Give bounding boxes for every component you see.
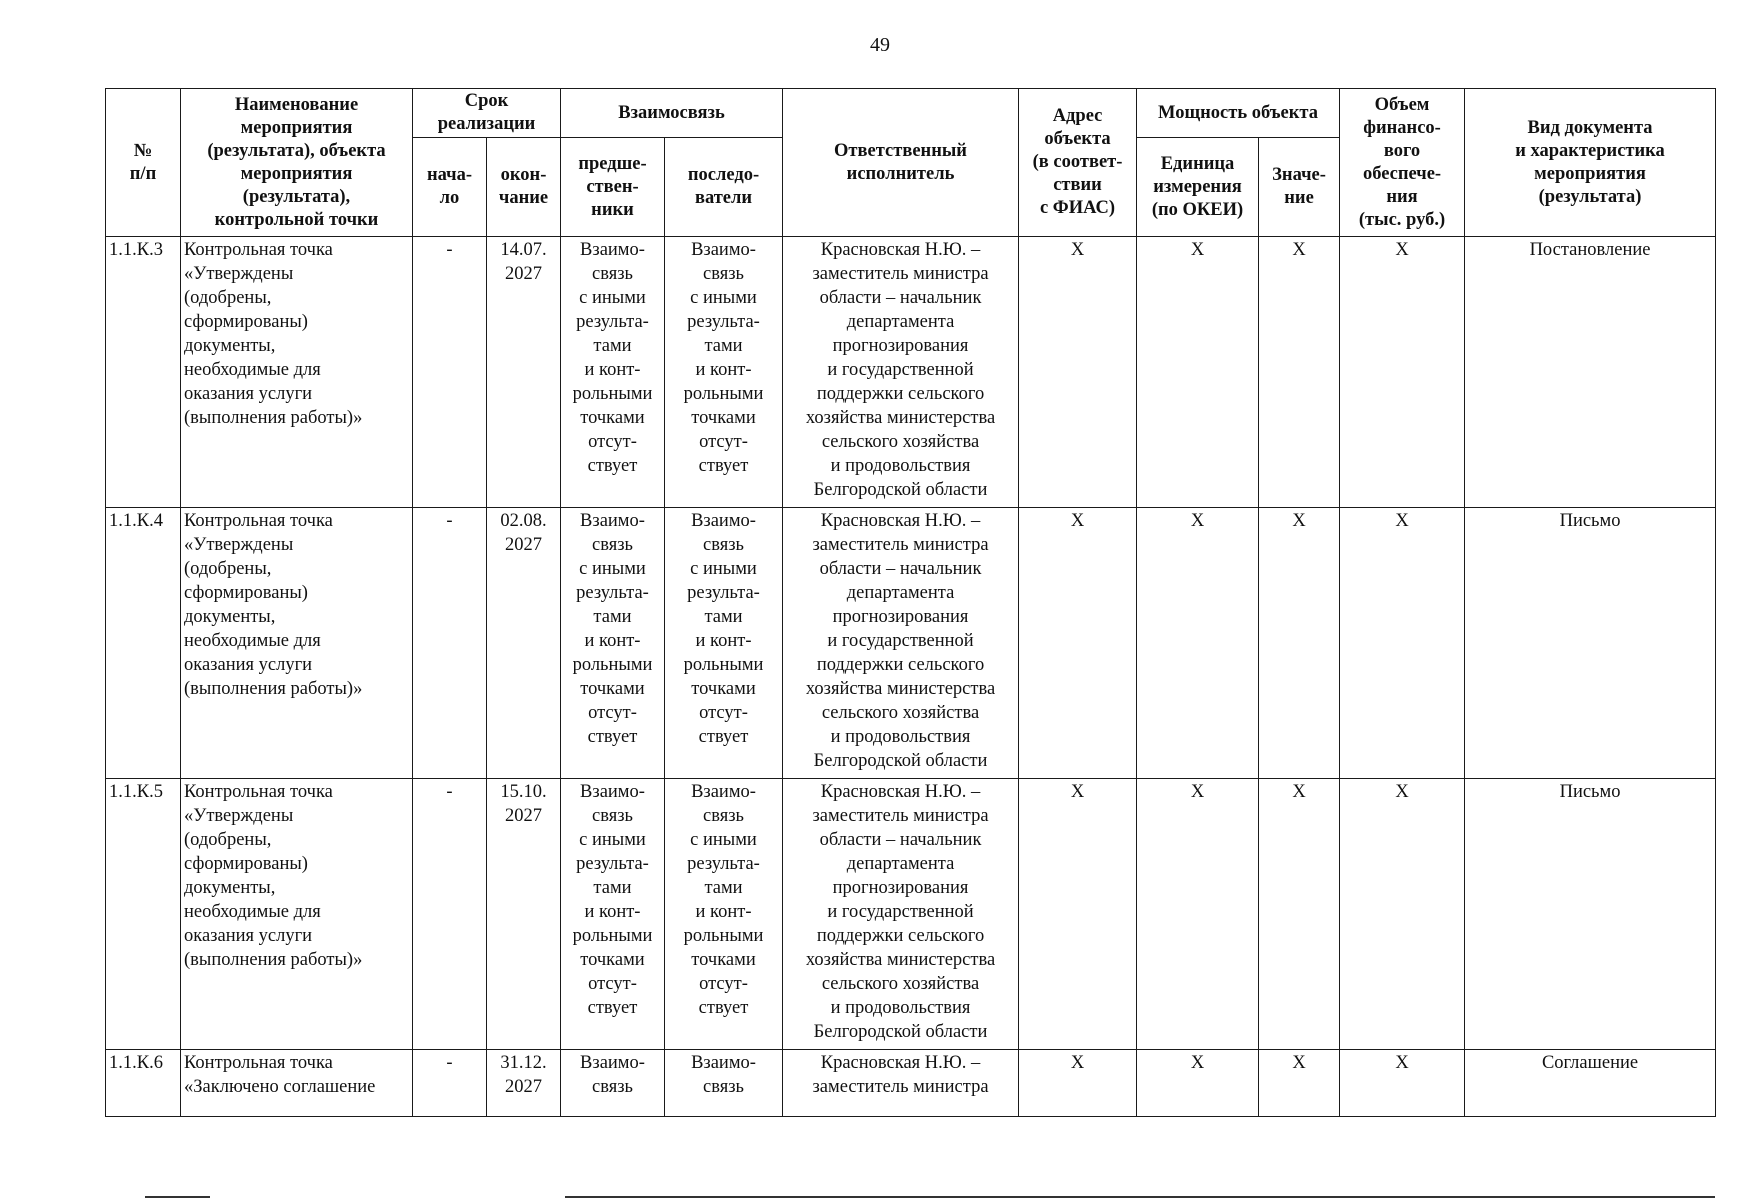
cell-successors: Взаимо- связь bbox=[665, 1050, 783, 1117]
cell-num: 1.1.К.6 bbox=[106, 1050, 181, 1117]
table-row bbox=[106, 779, 1716, 1050]
cell-unit: Х bbox=[1137, 779, 1259, 1050]
cell-predecessors: Взаимо- связь с иными результа- тами и конт- рольными точками отсут- ствует bbox=[561, 779, 665, 1050]
header-responsible: Ответственный исполнитель bbox=[783, 89, 1019, 237]
header-num: № п/п bbox=[106, 89, 181, 237]
cell-successors: Взаимо- связь с иными результа- тами и конт- рольными точками отсут- ствует bbox=[665, 508, 783, 779]
cell-address: Х bbox=[1019, 1050, 1137, 1117]
cell-successors: Взаимо- связь с иными результа- тами и конт- рольными точками отсут- ствует bbox=[665, 237, 783, 508]
cell-funding: Х bbox=[1340, 237, 1465, 508]
cell-doc-type: Письмо bbox=[1465, 779, 1716, 1050]
cell-name: Контрольная точка «Утверждены (одобрены, сформированы) документы, необходимые для оказания услуги (выполнения работы)» bbox=[181, 508, 413, 779]
cell-end: 14.07. 2027 bbox=[487, 237, 561, 508]
cell-start: - bbox=[413, 237, 487, 508]
cell-responsible: Красновская Н.Ю. – заместитель министра области – начальник департамента прогнозирования и государственной поддержки сельского хозяйства министерства сельского хозяйства и продовольствия Белгородской области bbox=[783, 508, 1019, 779]
cell-num: 1.1.К.5 bbox=[106, 779, 181, 1050]
cell-address: Х bbox=[1019, 508, 1137, 779]
cell-doc-type: Соглашение bbox=[1465, 1050, 1716, 1117]
cell-start: - bbox=[413, 779, 487, 1050]
cell-unit: Х bbox=[1137, 508, 1259, 779]
header-predecessors: предше- ствен- ники bbox=[561, 138, 665, 237]
table-row bbox=[106, 508, 1716, 779]
header-term: Срок реализации bbox=[413, 89, 561, 138]
cell-end: 02.08. 2027 bbox=[487, 508, 561, 779]
cell-value: Х bbox=[1259, 508, 1340, 779]
cell-predecessors: Взаимо- связь bbox=[561, 1050, 665, 1117]
cell-responsible: Красновская Н.Ю. – заместитель министра области – начальник департамента прогнозирования и государственной поддержки сельского хозяйства министерства сельского хозяйства и продовольствия Белгородской области bbox=[783, 237, 1019, 508]
cell-start: - bbox=[413, 508, 487, 779]
header-doc-type: Вид документа и характеристика мероприятия (результата) bbox=[1465, 89, 1716, 237]
cell-value: Х bbox=[1259, 1050, 1340, 1117]
table-row bbox=[106, 1050, 1716, 1117]
page-number: 49 bbox=[870, 34, 890, 56]
header-name: Наименование мероприятия (результата), объекта мероприятия (результата), контрольной точки bbox=[181, 89, 413, 237]
header-capacity: Мощность объекта bbox=[1137, 89, 1340, 138]
header-relation: Взаимосвязь bbox=[561, 89, 783, 138]
cell-name: Контрольная точка «Утверждены (одобрены, сформированы) документы, необходимые для оказания услуги (выполнения работы)» bbox=[181, 237, 413, 508]
cell-address: Х bbox=[1019, 779, 1137, 1050]
header-row-1 bbox=[106, 89, 1716, 138]
cell-predecessors: Взаимо- связь с иными результа- тами и конт- рольными точками отсут- ствует bbox=[561, 508, 665, 779]
cell-name: Контрольная точка «Утверждены (одобрены, сформированы) документы, необходимые для оказания услуги (выполнения работы)» bbox=[181, 779, 413, 1050]
cell-responsible: Красновская Н.Ю. – заместитель министра области – начальник департамента прогнозирования и государственной поддержки сельского хозяйства министерства сельского хозяйства и продовольствия Белгородской области bbox=[783, 779, 1019, 1050]
scan-edge-line bbox=[565, 1196, 1715, 1198]
scan-edge-line bbox=[145, 1196, 210, 1198]
cell-funding: Х bbox=[1340, 779, 1465, 1050]
header-unit: Единица измерения (по ОКЕИ) bbox=[1137, 138, 1259, 237]
header-funding: Объем финансо- вого обеспече- ния (тыс. руб.) bbox=[1340, 89, 1465, 237]
cell-end: 15.10. 2027 bbox=[487, 779, 561, 1050]
cell-name: Контрольная точка «Заключено соглашение bbox=[181, 1050, 413, 1117]
cell-value: Х bbox=[1259, 779, 1340, 1050]
header-term-start: нача- ло bbox=[413, 138, 487, 237]
cell-unit: Х bbox=[1137, 1050, 1259, 1117]
cell-num: 1.1.К.3 bbox=[106, 237, 181, 508]
cell-value: Х bbox=[1259, 237, 1340, 508]
cell-funding: Х bbox=[1340, 508, 1465, 779]
header-address: Адрес объекта (в соответ- ствии с ФИАС) bbox=[1019, 89, 1137, 237]
cell-doc-type: Постановление bbox=[1465, 237, 1716, 508]
cell-end: 31.12. 2027 bbox=[487, 1050, 561, 1117]
cell-successors: Взаимо- связь с иными результа- тами и конт- рольными точками отсут- ствует bbox=[665, 779, 783, 1050]
cell-start: - bbox=[413, 1050, 487, 1117]
cell-responsible: Красновская Н.Ю. – заместитель министра bbox=[783, 1050, 1019, 1117]
table-row bbox=[106, 237, 1716, 508]
header-successors: последо- ватели bbox=[665, 138, 783, 237]
cell-predecessors: Взаимо- связь с иными результа- тами и конт- рольными точками отсут- ствует bbox=[561, 237, 665, 508]
cell-address: Х bbox=[1019, 237, 1137, 508]
cell-unit: Х bbox=[1137, 237, 1259, 508]
cell-funding: Х bbox=[1340, 1050, 1465, 1117]
cell-doc-type: Письмо bbox=[1465, 508, 1716, 779]
header-term-end: окон- чание bbox=[487, 138, 561, 237]
plan-table bbox=[105, 88, 1716, 1117]
cell-num: 1.1.К.4 bbox=[106, 508, 181, 779]
header-value: Значе- ние bbox=[1259, 138, 1340, 237]
